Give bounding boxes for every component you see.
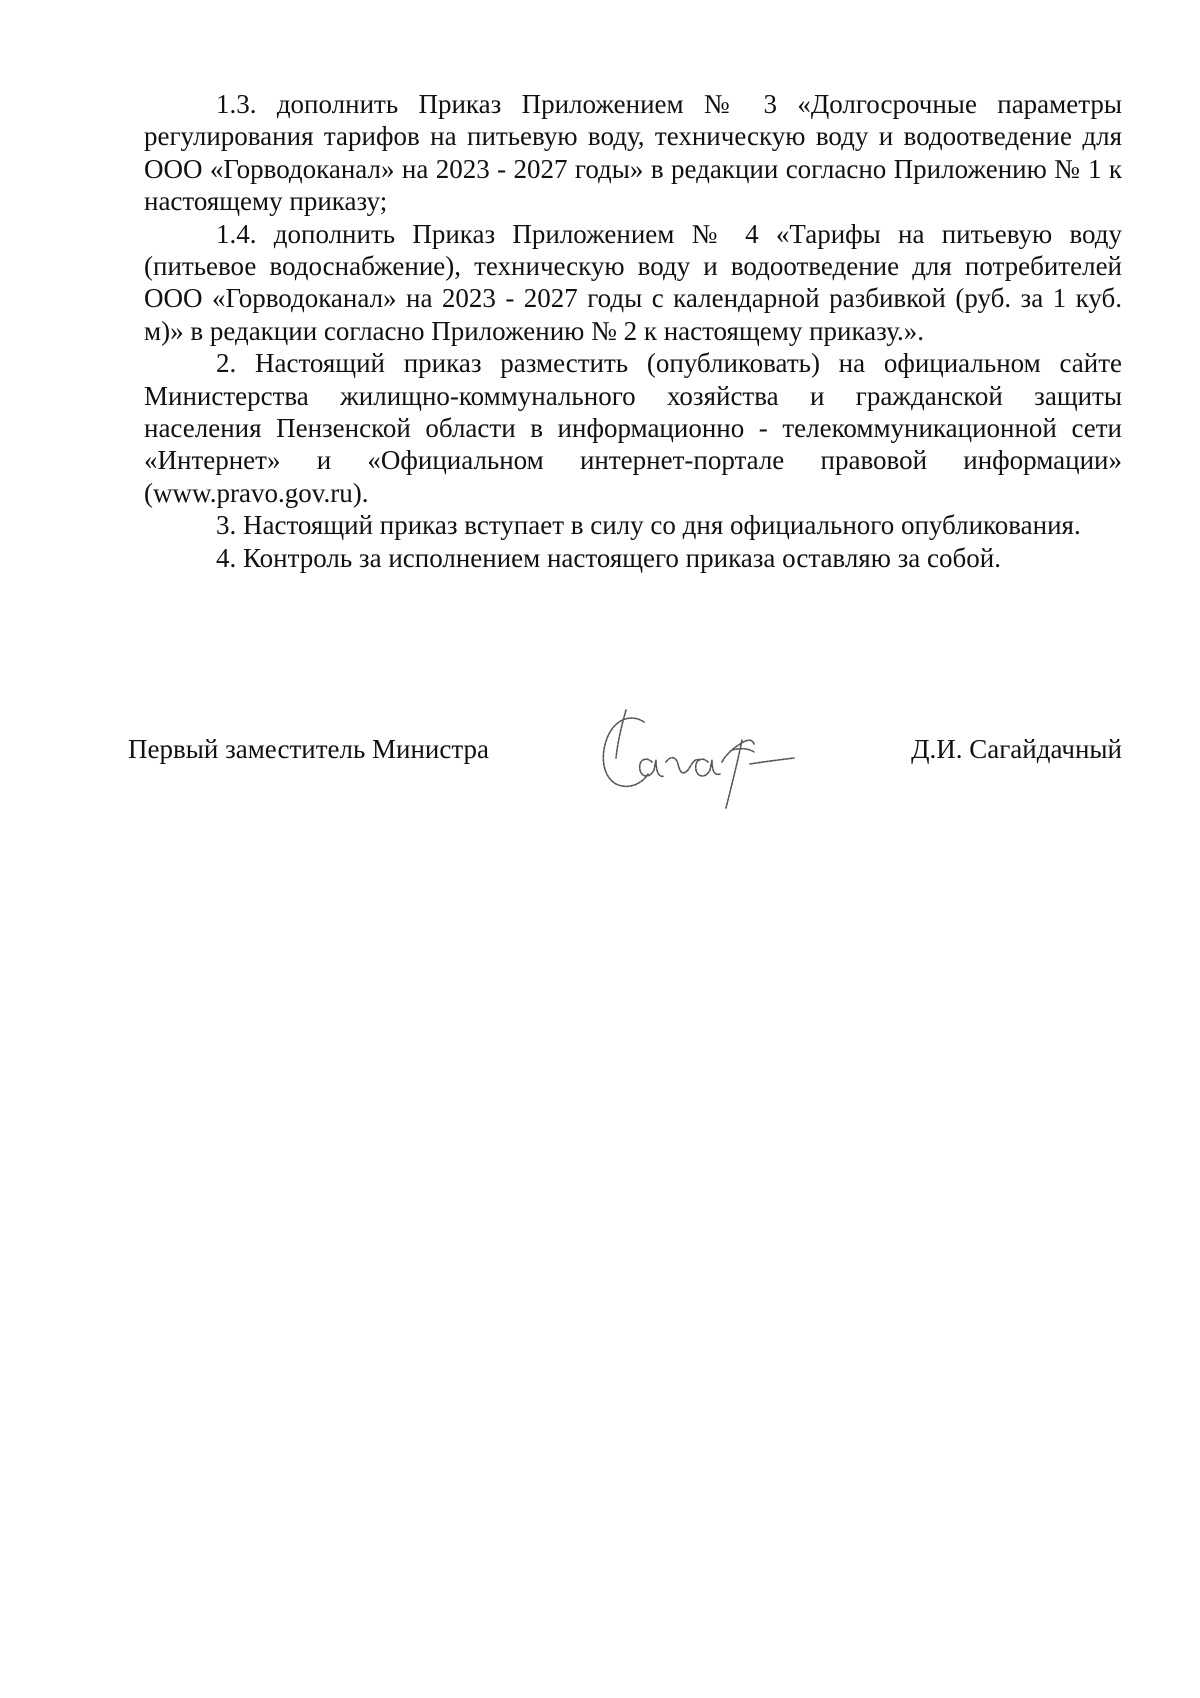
paragraph-4: 4. Контроль за исполнением настоящего приказа оставляю за собой.: [216, 542, 1001, 573]
paragraph-3: 3. Настоящий приказ вступает в силу со дня официального опубликования.: [216, 510, 1081, 541]
signatory-position: Первый заместитель Министра: [128, 734, 489, 764]
paragraph-1-3: 1.3. дополнить Приказ Приложением № 3 «Долгосрочные параметры регулирования тарифов на питьевую воду, техническую воду и водоотведение для ООО «Горводоканал» на 2023 - 2027 годы» в редакции согласно Приложению № 1 к настоящему приказу;: [144, 89, 1122, 217]
paragraph-1-4: 1.4. дополнить Приказ Приложением № 4 «Тарифы на питьевую воду (питьевое водоснабжение), техническую воду и водоотведение для потребителей ООО «Горводоканал» на 2023 - 2027 годы с календарной разбивкой (руб. за 1 куб. м)» в редакции согласно Приложению № 2 к настоящему приказу.».: [144, 218, 1122, 346]
signature-block: [128, 700, 1122, 830]
signatory-name: Д.И. Сагайдачный: [911, 734, 1122, 764]
paragraph-2: 2. Настоящий приказ разместить (опубликовать) на официальном сайте Министерства жилищно-коммунального хозяйства и гражданской защиты населения Пензенской области в информационно - телекоммуникационной сети «Интернет» и «Официальном интернет-портале правовой информации» (www.pravo.gov.ru).: [144, 348, 1122, 508]
document-body: [144, 88, 1122, 574]
handwritten-signature: [582, 700, 822, 820]
